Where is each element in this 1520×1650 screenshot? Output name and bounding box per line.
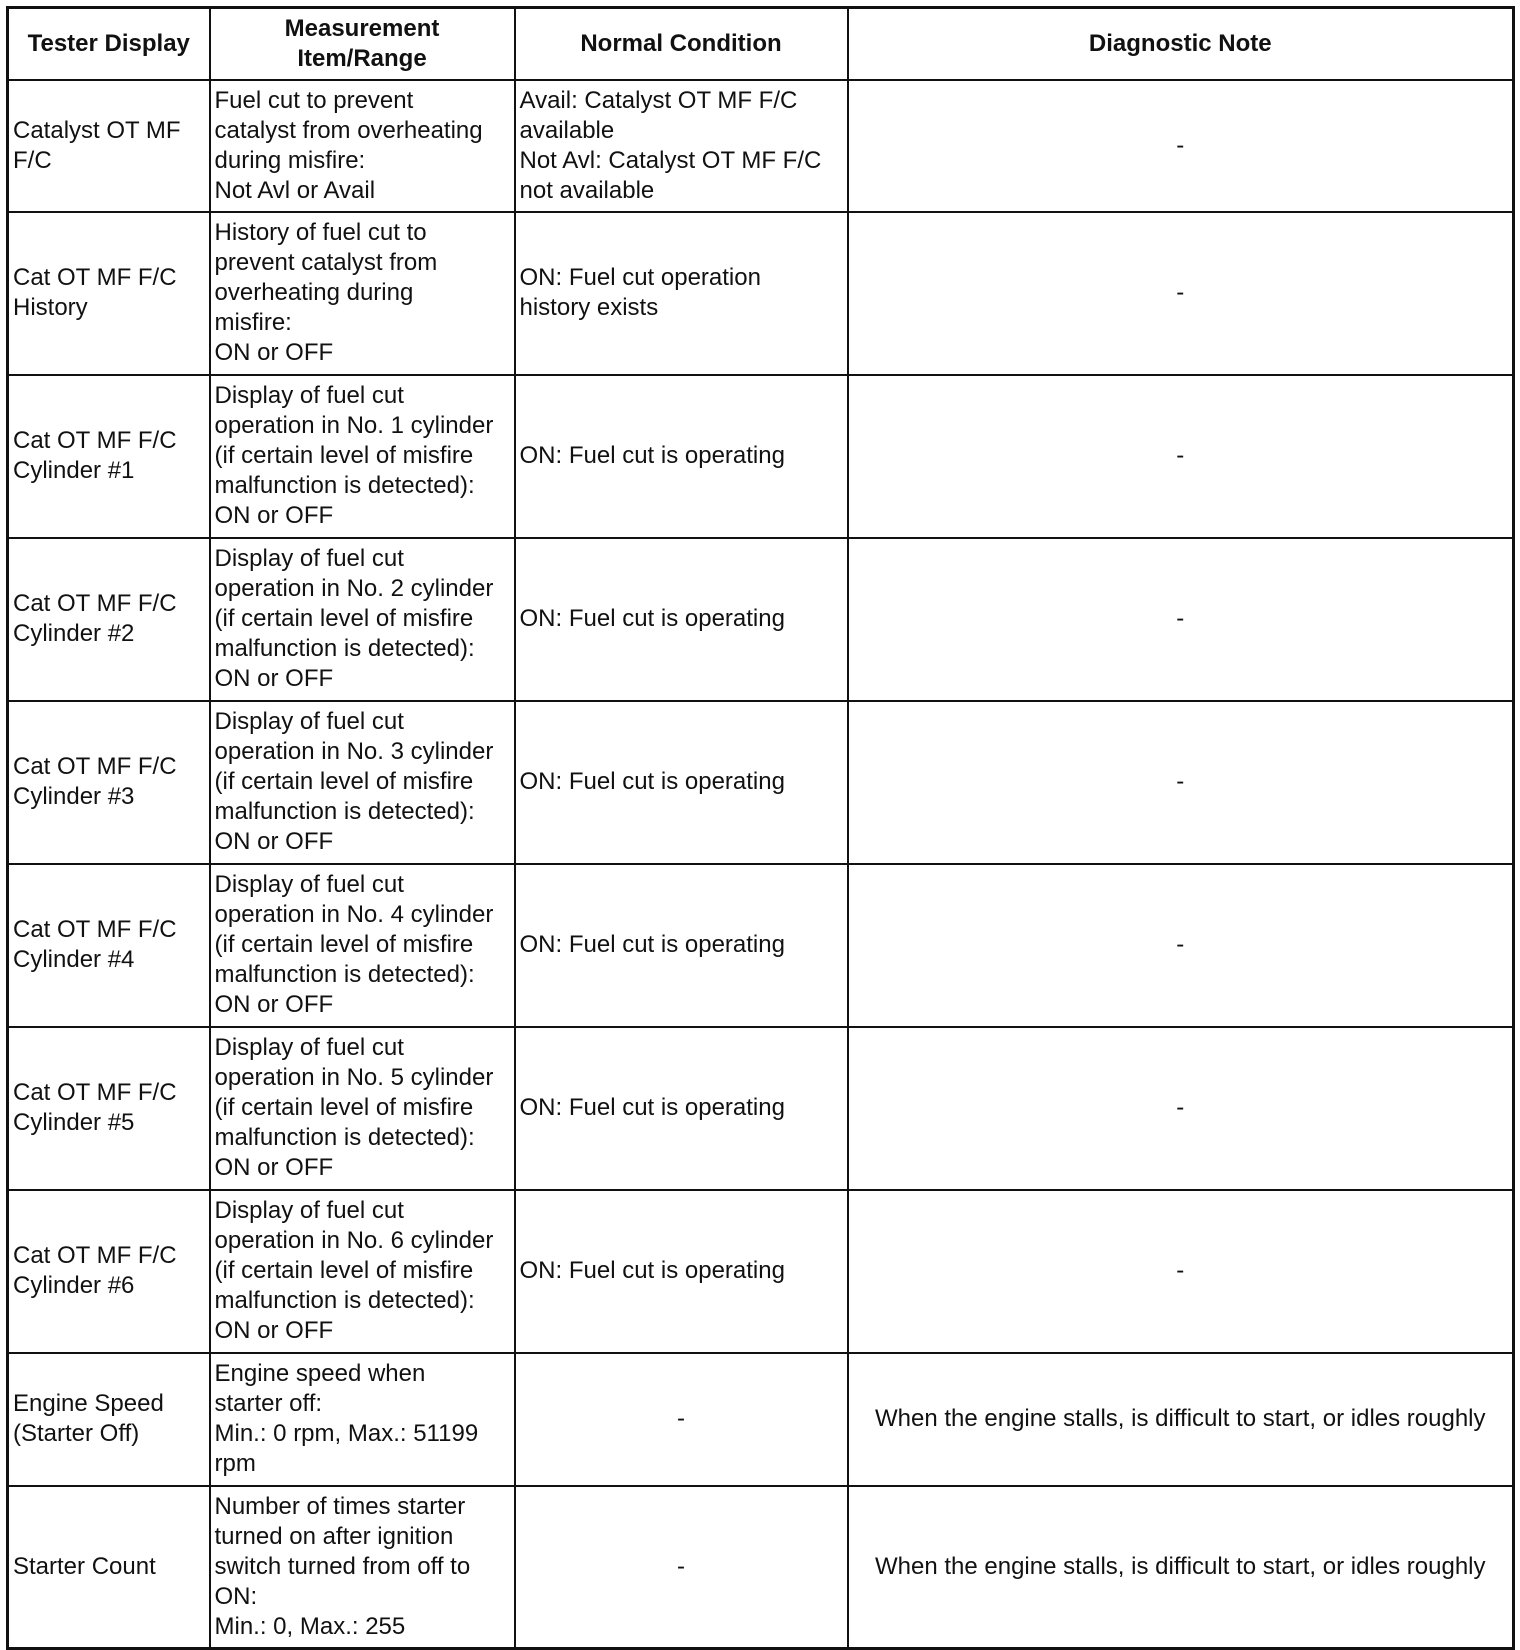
tester-display-cell: Cat OT MF F/C Cylinder #5 [8, 1027, 210, 1190]
table-row [8, 701, 1514, 864]
measurement-cell: Display of fuel cut operation in No. 4 cylinder (if certain level of misfire malfunction is detected): ON or OFF [210, 864, 515, 1027]
tester-display-cell: Catalyst OT MF F/C [8, 80, 210, 212]
table-row [8, 1353, 1514, 1486]
normal-condition-cell: ON: Fuel cut is operating [515, 538, 848, 701]
table-row [8, 375, 1514, 538]
tester-display-cell: Engine Speed (Starter Off) [8, 1353, 210, 1486]
table-row [8, 80, 1514, 212]
diagnostic-note-cell: When the engine stalls, is difficult to start, or idles roughly [848, 1353, 1514, 1486]
diagnostic-note-cell: When the engine stalls, is difficult to start, or idles roughly [848, 1486, 1514, 1649]
tester-display-cell: Cat OT MF F/C Cylinder #3 [8, 701, 210, 864]
diagnostic-data-table [6, 6, 1515, 1650]
tester-display-cell: Cat OT MF F/C Cylinder #2 [8, 538, 210, 701]
measurement-cell: Display of fuel cut operation in No. 6 cylinder (if certain level of misfire malfunction is detected): ON or OFF [210, 1190, 515, 1353]
measurement-cell: History of fuel cut to prevent catalyst from overheating during misfire: ON or OFF [210, 212, 515, 375]
header-tester-display: Tester Display [8, 8, 210, 80]
measurement-cell: Engine speed when starter off: Min.: 0 rpm, Max.: 51199 rpm [210, 1353, 515, 1486]
normal-condition-cell: Avail: Catalyst OT MF F/C available Not Avl: Catalyst OT MF F/C not available [515, 80, 848, 212]
normal-condition-cell: - [515, 1486, 848, 1649]
diagnostic-note-cell: - [848, 212, 1514, 375]
tester-display-cell: Cat OT MF F/C History [8, 212, 210, 375]
normal-condition-cell: ON: Fuel cut is operating [515, 1027, 848, 1190]
tester-display-cell: Cat OT MF F/C Cylinder #4 [8, 864, 210, 1027]
table-row [8, 1027, 1514, 1190]
diagnostic-note-cell: - [848, 538, 1514, 701]
table-row [8, 212, 1514, 375]
table-row [8, 1190, 1514, 1353]
diagnostic-note-cell: - [848, 1027, 1514, 1190]
diagnostic-note-cell: - [848, 864, 1514, 1027]
normal-condition-cell: ON: Fuel cut is operating [515, 375, 848, 538]
diagnostic-note-cell: - [848, 701, 1514, 864]
measurement-cell: Display of fuel cut operation in No. 1 cylinder (if certain level of misfire malfunction is detected): ON or OFF [210, 375, 515, 538]
header-normal-condition: Normal Condition [515, 8, 848, 80]
normal-condition-cell: ON: Fuel cut is operating [515, 701, 848, 864]
header-diagnostic-note: Diagnostic Note [848, 8, 1514, 80]
normal-condition-cell: ON: Fuel cut operation history exists [515, 212, 848, 375]
table-row [8, 1486, 1514, 1649]
diagnostic-note-cell: - [848, 375, 1514, 538]
measurement-cell: Fuel cut to prevent catalyst from overheating during misfire: Not Avl or Avail [210, 80, 515, 212]
table-header-row [8, 8, 1514, 80]
measurement-cell: Display of fuel cut operation in No. 3 cylinder (if certain level of misfire malfunction is detected): ON or OFF [210, 701, 515, 864]
diagnostic-note-cell: - [848, 80, 1514, 212]
diagnostic-note-cell: - [848, 1190, 1514, 1353]
table-row [8, 864, 1514, 1027]
measurement-cell: Display of fuel cut operation in No. 5 cylinder (if certain level of misfire malfunction is detected): ON or OFF [210, 1027, 515, 1190]
tester-display-cell: Cat OT MF F/C Cylinder #6 [8, 1190, 210, 1353]
normal-condition-cell: - [515, 1353, 848, 1486]
tester-display-cell: Starter Count [8, 1486, 210, 1649]
measurement-cell: Number of times starter turned on after ignition switch turned from off to ON: Min.: 0, Max.: 255 [210, 1486, 515, 1649]
table-row [8, 538, 1514, 701]
header-measurement-item-range: Measurement Item/Range [210, 8, 515, 80]
normal-condition-cell: ON: Fuel cut is operating [515, 1190, 848, 1353]
normal-condition-cell: ON: Fuel cut is operating [515, 864, 848, 1027]
measurement-cell: Display of fuel cut operation in No. 2 cylinder (if certain level of misfire malfunction is detected): ON or OFF [210, 538, 515, 701]
tester-display-cell: Cat OT MF F/C Cylinder #1 [8, 375, 210, 538]
